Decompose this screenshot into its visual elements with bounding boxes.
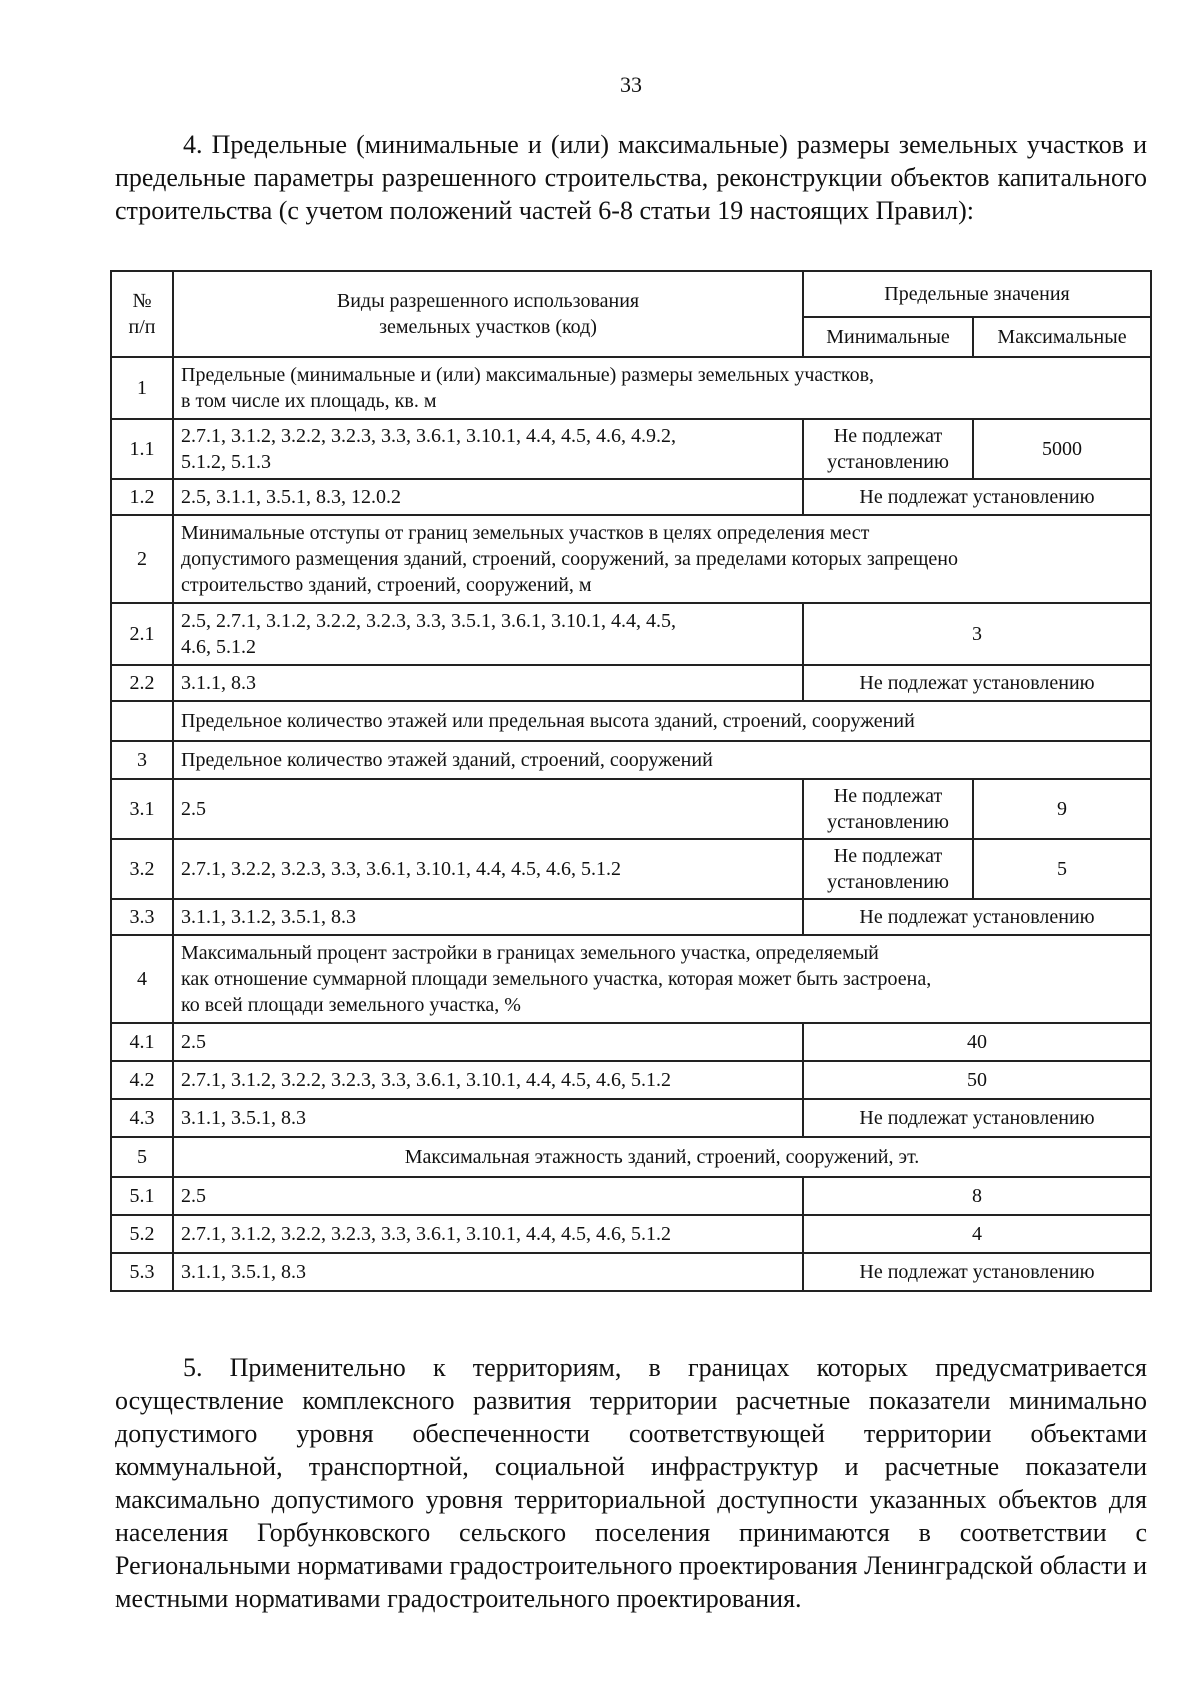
row-value: 50 — [803, 1061, 1151, 1099]
row-num: 3 — [111, 741, 173, 779]
row-codes: 2.5 — [173, 1177, 803, 1215]
row-codes: 2.5 — [173, 779, 803, 839]
row-value: 4 — [803, 1215, 1151, 1253]
row-codes: 3.1.1, 8.3 — [173, 665, 803, 701]
table-row — [111, 603, 1151, 665]
row-codes: 2.5 — [173, 1023, 803, 1061]
table-row — [111, 419, 1151, 479]
row-num: 1.2 — [111, 479, 173, 515]
paragraph-4-text: 4. Предельные (минимальные и (или) максимальные) размеры земельных участков и предельные параметры разрешенного строительства, реконструкции объектов капитального строительства (с учетом положений частей 6-8 статьи 19 настоящих Правил): — [115, 130, 1147, 225]
row-codes: 2.7.1, 3.2.2, 3.2.3, 3.3, 3.6.1, 3.10.1, 4.4, 4.5, 4.6, 5.1.2 — [173, 839, 803, 899]
header-min: Минимальные — [803, 317, 973, 357]
row-num: 3.3 — [111, 899, 173, 935]
row-min: Не подлежат установлению — [803, 839, 973, 899]
row-num: 5.1 — [111, 1177, 173, 1215]
row-num: 2 — [111, 515, 173, 603]
paragraph-5 — [115, 1351, 1147, 1615]
row-section-text: Предельное количество этажей зданий, строений, сооружений — [173, 741, 1151, 779]
row-num — [111, 701, 173, 741]
row-max: 5 — [973, 839, 1151, 899]
row-max: 9 — [973, 779, 1151, 839]
row-value: 3 — [803, 603, 1151, 665]
row-num: 3.1 — [111, 779, 173, 839]
table-row — [111, 665, 1151, 701]
table-row — [111, 899, 1151, 935]
row-num: 5 — [111, 1137, 173, 1177]
row-value: 40 — [803, 1023, 1151, 1061]
table-row — [111, 1137, 1151, 1177]
table-header-row — [111, 271, 1151, 317]
row-num: 2.1 — [111, 603, 173, 665]
row-value: Не подлежат установлению — [803, 899, 1151, 935]
row-codes: 3.1.1, 3.1.2, 3.5.1, 8.3 — [173, 899, 803, 935]
row-codes: 2.7.1, 3.1.2, 3.2.2, 3.2.3, 3.3, 3.6.1, 3.10.1, 4.4, 4.5, 4.6, 5.1.2 — [173, 1061, 803, 1099]
row-min: Не подлежат установлению — [803, 779, 973, 839]
row-codes: 3.1.1, 3.5.1, 8.3 — [173, 1099, 803, 1137]
row-num: 1.1 — [111, 419, 173, 479]
row-value: Не подлежат установлению — [803, 1099, 1151, 1137]
row-num: 4.1 — [111, 1023, 173, 1061]
row-section-text: Максимальный процент застройки в границах земельного участка, определяемый как отношение суммарной площади земельного участка, которая может быть застроена, ко всей площади земельного участка, % — [173, 935, 1151, 1023]
row-section-text: Максимальная этажность зданий, строений, сооружений, эт. — [173, 1137, 1151, 1177]
row-max: 5000 — [973, 419, 1151, 479]
row-codes: 2.7.1, 3.1.2, 3.2.2, 3.2.3, 3.3, 3.6.1, 3.10.1, 4.4, 4.5, 4.6, 5.1.2 — [173, 1215, 803, 1253]
row-codes: 2.5, 3.1.1, 3.5.1, 8.3, 12.0.2 — [173, 479, 803, 515]
table-row — [111, 1023, 1151, 1061]
paragraph-5-text: 5. Применительно к территориям, в границах которых предусматривается осуществление комплексного развития территории расчетные показатели минимально допустимого уровня обеспеченности соответствующей территории объектами коммунальной, транспортной, социальной инфраструктур и расчетные показатели максимально допустимого уровня территориальной доступности указанных объектов для населения Горбунковского сельского поселения принимаются в соответствии с Региональными нормативами градостроительного проектирования Ленинградской области и местными нормативами градостроительного проектирования. — [115, 1353, 1147, 1613]
table-row — [111, 515, 1151, 603]
row-codes: 3.1.1, 3.5.1, 8.3 — [173, 1253, 803, 1291]
table-row — [111, 1061, 1151, 1099]
row-codes: 2.5, 2.7.1, 3.1.2, 3.2.2, 3.2.3, 3.3, 3.5.1, 3.6.1, 3.10.1, 4.4, 4.5, 4.6, 5.1.2 — [173, 603, 803, 665]
table-row — [111, 357, 1151, 419]
page-number: 33 — [620, 72, 642, 97]
row-num: 4.3 — [111, 1099, 173, 1137]
paragraph-4 — [115, 128, 1147, 227]
table-row — [111, 701, 1151, 741]
row-section-text: Предельные (минимальные и (или) максимальные) размеры земельных участков, в том числе их площадь, кв. м — [173, 357, 1151, 419]
row-num: 4.2 — [111, 1061, 173, 1099]
table-row — [111, 1099, 1151, 1137]
limits-table — [110, 270, 1152, 1292]
row-num: 3.2 — [111, 839, 173, 899]
table-row — [111, 479, 1151, 515]
header-num: № п/п — [111, 271, 173, 357]
row-min: Не подлежат установлению — [803, 419, 973, 479]
row-section-text: Предельное количество этажей или предельная высота зданий, строений, сооружений — [173, 701, 1151, 741]
header-max: Максимальные — [973, 317, 1151, 357]
row-section-text: Минимальные отступы от границ земельных участков в целях определения мест допустимого размещения зданий, строений, сооружений, за пределами которых запрещено строительство зданий, строений, сооружений, м — [173, 515, 1151, 603]
row-num: 5.3 — [111, 1253, 173, 1291]
row-value: Не подлежат установлению — [803, 665, 1151, 701]
row-num: 4 — [111, 935, 173, 1023]
row-value: Не подлежат установлению — [803, 1253, 1151, 1291]
row-num: 1 — [111, 357, 173, 419]
table-row — [111, 839, 1151, 899]
row-value: Не подлежат установлению — [803, 479, 1151, 515]
table-row — [111, 1177, 1151, 1215]
row-num: 5.2 — [111, 1215, 173, 1253]
row-codes: 2.7.1, 3.1.2, 3.2.2, 3.2.3, 3.3, 3.6.1, 3.10.1, 4.4, 4.5, 4.6, 4.9.2, 5.1.2, 5.1.3 — [173, 419, 803, 479]
row-num: 2.2 — [111, 665, 173, 701]
row-value: 8 — [803, 1177, 1151, 1215]
table-row — [111, 1253, 1151, 1291]
header-types: Виды разрешенного использования земельных участков (код) — [173, 271, 803, 357]
table-row — [111, 1215, 1151, 1253]
table-row — [111, 741, 1151, 779]
table-row — [111, 935, 1151, 1023]
table-row — [111, 779, 1151, 839]
header-limits: Предельные значения — [803, 271, 1151, 317]
